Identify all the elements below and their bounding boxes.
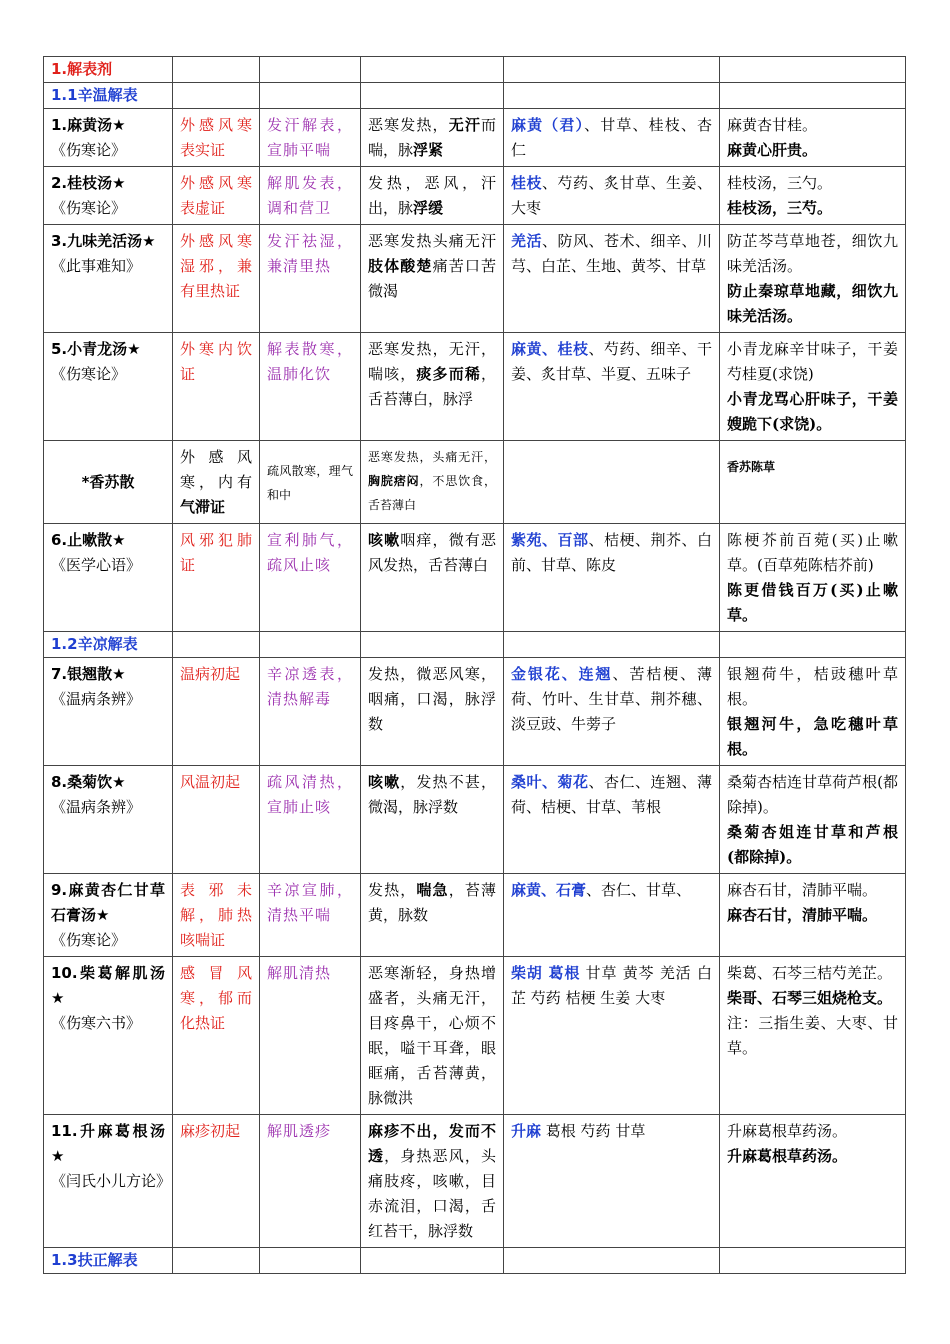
formula-source: 《伤寒论》 [51,365,127,383]
symptoms-text: 而喘，脉 [368,116,496,159]
mnemonic-cell [720,1115,906,1248]
mnemonic-text: 麻杏石甘，清肺平喘。 [727,881,878,899]
mnemonic-bold: 麻黄心肝贵。 [727,141,818,159]
formula-source: 《伤寒论》 [51,931,127,949]
symptoms-text: 恶寒发热，无汗，喘咳， [368,340,496,383]
section-row [44,632,906,658]
formula-name-cell [44,333,173,441]
symptoms-cell [361,333,504,441]
formula-name: 9.麻黄杏仁甘草石膏汤★ [51,881,165,924]
mnemonic-text: 小青龙麻辛甘味子，干姜芍桂夏(求饶) [727,340,898,383]
symptoms-text: ，不思饮食，舌苔薄白 [368,474,496,512]
syndrome-text: 外寒内饮证 [180,340,252,383]
effect-text: 发汗解表，宣肺平喘 [267,116,353,159]
effect-cell [260,225,361,333]
mnemonic-bold: 桑菊杏姐连甘草和芦根(都除掉)。 [727,823,898,866]
herbs-monarch: 羌活 [511,232,542,250]
symptoms-text: ，身热恶风，头痛肢疼，咳嗽，目赤流泪，口渴，舌红苔干，脉浮数 [368,1147,496,1240]
formula-name: 3.九味羌活汤★ [51,232,156,250]
formula-name: 5.小青龙汤★ [51,340,141,358]
effect-cell [260,658,361,766]
herbs-cell [504,874,720,957]
symptoms-text: 恶寒渐轻，身热增盛者，头痛无汗，目疼鼻干，心烦不眠，嗌干耳聋，眼眶痛，舌苔薄黄，脉微洪 [368,964,496,1107]
mnemonic-cell [720,658,906,766]
herbs-rest: 、杏仁、连翘、薄荷、桔梗、甘草、苇根 [511,773,712,816]
section-row [44,1248,906,1274]
formula-row [44,1115,906,1248]
syndrome-text: 外感风寒湿邪，兼有里热证 [180,232,252,300]
mnemonic-cell [720,524,906,632]
symptoms-text: 咽痒，微有恶风发热，舌苔薄白 [368,531,496,574]
formula-row [44,766,906,874]
herbs-monarch: 麻黄（君） [511,116,585,134]
formula-row [44,874,906,957]
formula-name: 1.麻黄汤★ [51,116,126,134]
symptoms-cell [361,658,504,766]
symptoms-key: 浮缓 [413,199,444,217]
effect-cell [260,109,361,167]
effect-text: 解肌清热 [267,964,332,982]
herbs-monarch: 桑叶、菊花 [511,773,589,791]
formula-name-cell [44,167,173,225]
symptoms-cell [361,874,504,957]
symptoms-key: 咳嗽 [368,531,401,549]
symptoms-cell [361,524,504,632]
symptoms-key: 咳嗽 [368,773,401,791]
formula-source: 《伤寒论》 [51,141,127,159]
formula-row [44,441,906,524]
herbs-rest: 甘草 黄芩 羌活 白芷 芍药 桔梗 生姜 大枣 [511,964,712,1007]
mnemonic-cell [720,333,906,441]
symptoms-text: ，发热不甚，微渴，脉浮数 [368,773,496,816]
effect-cell [260,524,361,632]
formula-name-cell [44,524,173,632]
section-title: 1.解表剂 [44,57,173,83]
herbs-monarch: 升麻 [511,1122,542,1140]
symptoms-cell [361,225,504,333]
herbs-cell [504,333,720,441]
mnemonic-bold: 桂枝汤，三芍。 [727,199,833,217]
mnemonic-text: 升麻葛根草药汤。 [727,1122,848,1140]
formula-source: 《医学心语》 [51,556,142,574]
effect-text: 疏风散寒，理气和中 [267,463,353,502]
syndrome-cell [173,109,260,167]
formula-row [44,658,906,766]
herbs-cell [504,524,720,632]
syndrome-text: 温病初起 [180,665,241,683]
mnemonic-bold: 防止秦琼草地藏，细饮九味羌活汤。 [727,282,898,325]
mnemonic-cell [720,957,906,1115]
formula-name: 6.止嗽散★ [51,531,126,549]
herbs-monarch: 麻黄、石膏 [511,881,587,899]
syndrome-text: 外感风寒，内有 [180,448,252,491]
effect-text: 辛凉透表，清热解毒 [267,665,353,708]
formula-name-cell [44,109,173,167]
mnemonic-cell [720,225,906,333]
formula-row [44,109,906,167]
syndrome-bold: 气滞证 [180,498,226,516]
symptoms-key: 浮紧 [413,141,444,159]
herbs-monarch: 紫苑、百部 [511,531,589,549]
formula-name: 7.银翘散★ [51,665,126,683]
effect-cell [260,167,361,225]
formula-source: 《温病条辨》 [51,798,142,816]
syndrome-cell [173,167,260,225]
herbs-monarch: 麻黄、桂枝 [511,340,589,358]
mnemonic-cell [720,109,906,167]
formula-row [44,167,906,225]
syndrome-text: 外感风寒表实证 [180,116,252,159]
herbs-monarch: 金银花、连翘 [511,665,613,683]
mnemonic-text: 桑菊杏桔连甘草荷芦根(都除掉)。 [727,773,898,816]
formula-name-cell [44,225,173,333]
symptoms-key: 胸脘痞闷 [368,474,420,488]
formula-source: 《闫氏小儿方论》 [51,1172,172,1190]
formula-source: 《温病条辨》 [51,690,142,708]
mnemonic-text: 柴葛、石芩三桔芍羌芷。 [727,964,893,982]
formula-name: 10.柴葛解肌汤★ [51,964,165,1007]
effect-cell [260,766,361,874]
symptoms-text: 恶寒发热，头痛无汗， [368,450,496,464]
formula-source: 《伤寒六书》 [51,1014,142,1032]
effect-text: 疏风清热，宣肺止咳 [267,773,353,816]
syndrome-cell [173,333,260,441]
syndrome-text: 表邪未解，肺热咳喘证 [180,881,252,949]
effect-cell [260,333,361,441]
mnemonic-cell [720,874,906,957]
herbs-cell [504,225,720,333]
mnemonic-bold: 香苏陈草 [727,460,776,474]
formula-source: 《此事难知》 [51,257,142,275]
effect-text: 解肌透疹 [267,1122,332,1140]
herbs-rest: 、芍药、炙甘草、生姜、大枣 [511,174,712,217]
formula-row [44,333,906,441]
formula-name: 11.升麻葛根汤★ [51,1122,165,1165]
syndrome-cell [173,1115,260,1248]
herbs-cell [504,167,720,225]
herbs-cell [504,441,720,524]
subsection-title: 1.2辛凉解表 [44,632,173,658]
formula-name-cell [44,1115,173,1248]
formula-name: *香苏散 [81,473,135,491]
syndrome-text: 风温初起 [180,773,241,791]
mnemonic-bold: 升麻葛根草药汤。 [727,1147,848,1165]
section-row [44,83,906,109]
mnemonic-bold: 小青龙骂心肝味子，干姜嫂跪下(求饶)。 [727,390,898,433]
formula-row [44,225,906,333]
formula-source: 《伤寒论》 [51,199,127,217]
mnemonic-text: 陈梗芥前百菀(买)止嗽草。(百草苑陈桔芥前) [727,531,898,574]
herbs-rest: 、防风、苍术、细辛、川芎、白芷、生地、黄芩、甘草 [511,232,712,275]
effect-cell [260,441,361,524]
effect-text: 发汗祛湿，兼清里热 [267,232,353,275]
formula-name-cell [44,957,173,1115]
symptoms-key: 肢体酸楚 [368,257,433,275]
effect-cell [260,874,361,957]
subsection-title: 1.3扶正解表 [44,1248,173,1274]
formula-table [43,56,906,1274]
formula-row [44,957,906,1115]
syndrome-text: 外感风寒表虚证 [180,174,252,217]
effect-cell [260,1115,361,1248]
symptoms-cell [361,441,504,524]
mnemonic-bold: 陈更借钱百万(买)止嗽草。 [727,581,898,624]
effect-text: 解肌发表，调和营卫 [267,174,353,217]
formula-name-cell [44,766,173,874]
syndrome-text: 风邪犯肺证 [180,531,252,574]
symptoms-key: 无汗 [448,116,481,134]
syndrome-cell [173,766,260,874]
syndrome-cell [173,225,260,333]
syndrome-cell [173,658,260,766]
herbs-cell [504,658,720,766]
herbs-monarch: 桂枝 [511,174,542,192]
symptoms-text: 恶寒发热， [368,116,449,134]
herbs-rest: 、杏仁、甘草、 [586,881,692,899]
symptoms-key: 麻疹不出，发而不透 [368,1122,496,1165]
mnemonic-cell [720,766,906,874]
formula-name-cell [44,441,173,524]
syndrome-text: 感冒风寒，郁而化热证 [180,964,252,1032]
symptoms-text: 发热，恶风，汗出，脉 [368,174,496,217]
symptoms-cell [361,109,504,167]
formula-name-cell [44,658,173,766]
mnemonic-text: 防芷芩芎草地苍，细饮九味羌活汤。 [727,232,898,275]
herbs-rest: 、芍药、细辛、干姜、炙甘草、半夏、五味子 [511,340,712,383]
mnemonic-bold: 银翘河牛，急吃穗叶草根。 [727,715,898,758]
herbs-cell [504,766,720,874]
section-row [44,57,906,83]
symptoms-text: ，苔薄黄，脉数 [368,881,496,924]
mnemonic-text: 银翘荷牛，桔豉穗叶草根。 [727,665,898,708]
effect-text: 解表散寒，温肺化饮 [267,340,353,383]
symptoms-cell [361,1115,504,1248]
symptoms-cell [361,766,504,874]
herbs-rest: 葛根 芍药 甘草 [541,1122,646,1140]
herbs-monarch: 柴胡 葛根 [511,964,581,982]
syndrome-cell [173,524,260,632]
syndrome-cell [173,957,260,1115]
herbs-cell [504,1115,720,1248]
mnemonic-note: 注：三指生姜、大枣、甘草。 [727,1014,898,1057]
symptoms-cell [361,957,504,1115]
mnemonic-bold: 麻杏石甘，清肺平喘。 [727,906,878,924]
symptoms-cell [361,167,504,225]
symptoms-text: ，舌苔薄白，脉浮 [368,365,496,408]
mnemonic-cell [720,167,906,225]
herbs-cell [504,109,720,167]
symptoms-key: 痰多而稀 [416,365,481,383]
symptoms-text: 恶寒发热头痛无汗 [368,232,496,250]
herbs-rest: 、甘草、桂枝、杏仁 [511,116,712,159]
herbs-cell [504,957,720,1115]
mnemonic-text: 桂枝汤，三勺。 [727,174,833,192]
formula-name: 2.桂枝汤★ [51,174,126,192]
effect-text: 辛凉宣肺，清热平喘 [267,881,353,924]
formula-name-cell [44,874,173,957]
herbs-rest: 、苦桔梗、薄荷、竹叶、生甘草、荆芥穗、淡豆豉、牛蒡子 [511,665,712,733]
symptoms-text: 发热， [368,881,417,899]
mnemonic-text: 麻黄杏甘桂。 [727,116,818,134]
effect-cell [260,957,361,1115]
symptoms-text: 发热，微恶风寒，咽痛，口渴，脉浮数 [368,665,496,733]
effect-text: 宣利肺气，疏风止咳 [267,531,353,574]
herbs-rest: 、桔梗、荆芥、白前、甘草、陈皮 [511,531,712,574]
syndrome-text: 麻疹初起 [180,1122,241,1140]
formula-row [44,524,906,632]
mnemonic-cell [720,441,906,524]
symptoms-key: 喘急 [416,881,449,899]
symptoms-text: 痛苦口苦微渴 [368,257,496,300]
syndrome-cell [173,441,260,524]
mnemonic-bold: 柴哥、石琴三姐烧枪支。 [727,989,893,1007]
subsection-title: 1.1辛温解表 [44,83,173,109]
syndrome-cell [173,874,260,957]
formula-name: 8.桑菊饮★ [51,773,126,791]
